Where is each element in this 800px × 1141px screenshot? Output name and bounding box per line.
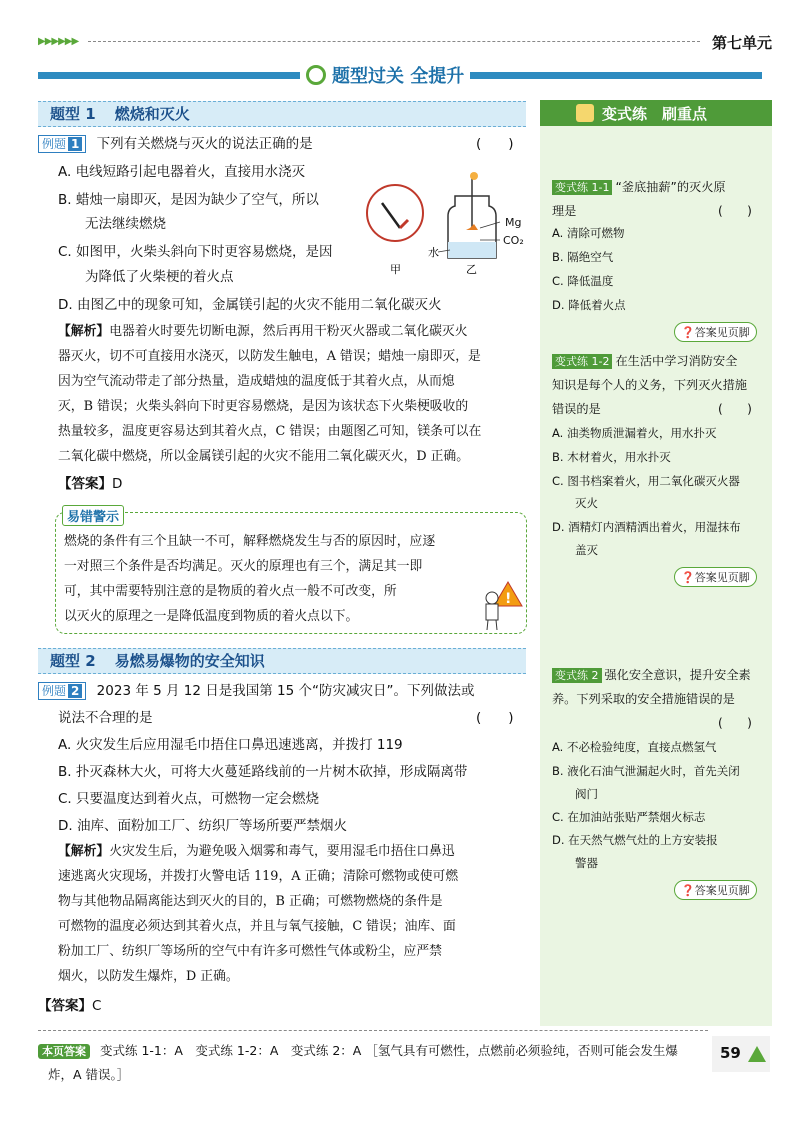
page-number-box (712, 1036, 770, 1072)
warning-text: 燃烧的条件有三个且缺一不可，解释燃烧发生与否的原因时，应逐 (64, 534, 436, 549)
flask-icon (748, 1046, 766, 1062)
option: 盖灭 (552, 543, 598, 557)
option: B. 蜡烛一扇即灭，是因为缺少了空气，所以 (58, 192, 319, 208)
option: C. 图书档案着火，用二氧化碳灭火器 (552, 474, 740, 488)
option: 警器 (552, 856, 598, 870)
option: 灭火 (552, 496, 598, 510)
option: B. 扑灭森林大火，可将大火蔓延路线前的一片树木砍掉，形成隔离带 (58, 764, 468, 780)
answer-paren: ( ) (718, 402, 752, 416)
section-label: 题型 1 (50, 105, 96, 123)
answer-paren: ( ) (718, 716, 752, 730)
option: 无法继续燃烧 (58, 216, 166, 232)
circle-jia (367, 185, 423, 241)
footer-answers: 炸，A 错误。］ (48, 1067, 130, 1082)
warning-text: 可，其中需要特别注意的是物质的着火点一般不可改变，所 (64, 584, 397, 599)
option: D. 酒精灯内酒精洒出着火，用湿抹布 (552, 520, 741, 534)
unit-title: 第七单元 (712, 34, 773, 52)
right-panel-header (540, 100, 772, 126)
variant-stem: 理是 (552, 204, 577, 218)
analysis-text: 速逃离火灾现场，并拨打火警电话 119，A 正确；清除可燃物或使可燃 (58, 869, 459, 884)
section-header (38, 648, 526, 674)
option: C. 如图甲，火柴头斜向下时更容易燃烧，是因 (58, 244, 333, 260)
answer-label: 【答案】 (38, 998, 92, 1014)
variant-stem: 养。下列采取的安全措施错误的是 (552, 692, 735, 706)
label-co2: CO₂ (503, 234, 524, 247)
option: A. 油类物质泄漏着火，用水扑灭 (552, 426, 717, 440)
answer-value: D (112, 476, 123, 492)
warning-text: 以灭火的原理之一是降低温度到物质的着火点以下。 (64, 609, 359, 624)
answer-footer-button[interactable]: ❓答案见页脚 (674, 567, 757, 587)
header-arrows: ▶▶▶▶▶▶ (38, 36, 79, 47)
variant-tag: 变式练 2 (552, 668, 602, 683)
match-stick (382, 203, 400, 228)
answer-value: C (92, 998, 102, 1014)
variant-stem: 强化安全意识，提升安全素 (604, 668, 751, 682)
option: D. 油库、面粉加工厂、纺织厂等场所要严禁烟火 (58, 818, 347, 834)
option: D. 降低着火点 (552, 298, 626, 312)
question-stem: 下列有关燃烧与灭火的说法正确的是 (96, 136, 313, 152)
option: B. 隔绝空气 (552, 250, 614, 264)
section-title: 易燃易爆物的安全知识 (114, 652, 265, 670)
hint-icon: ❓ (681, 571, 695, 584)
option: A. 火灾发生后应用湿毛巾捂住口鼻迅速逃离，并拨打 119 (58, 737, 403, 753)
section-label: 题型 2 (50, 652, 96, 670)
warning-text: 一对照三个条件是否均满足。灭火的原理也有三个，满足其一即 (64, 559, 423, 574)
example-tag: 例题 1 (38, 135, 86, 153)
answer-paren: ( ) (718, 204, 752, 218)
svg-text:!: ! (505, 591, 512, 607)
option: C. 只要温度达到着火点，可燃物一定会燃烧 (58, 791, 320, 807)
option: 为降低了火柴梗的着火点 (58, 269, 234, 285)
variant-stem: 错误的是 (552, 402, 601, 416)
hint-icon: ❓ (681, 326, 695, 339)
variant-stem: 在生活中学习消防安全 (615, 354, 738, 368)
answer-paren: ( ) (476, 136, 514, 152)
analysis-text: 烟火，以防发生爆炸，D 正确。 (58, 969, 239, 984)
answer-label: 【答案】 (58, 476, 112, 492)
section-title: 燃烧和灭火 (114, 105, 190, 123)
analysis-label: 【解析】 (58, 324, 110, 339)
option: D. 由图乙中的现象可知，金属镁引起的火灾不能用二氧化碳灭火 (58, 297, 442, 313)
analysis-text: 电器着火时要先切断电源，然后再用干粉灭火器或二氧化碳灭火 (109, 324, 468, 339)
analysis-text: 火灾发生后，为避免吸入烟雾和毒气，要用湿毛巾捂住口鼻迅 (109, 844, 455, 859)
label-yi: 乙 (466, 263, 477, 276)
analysis-text: 热量较多，温度更容易达到其着火点，C 错误；由题图乙可知，镁条可以在 (58, 424, 482, 439)
option: A. 不必检验纯度，直接点燃氢气 (552, 740, 717, 754)
option: 阀门 (552, 787, 598, 801)
book-icon (576, 104, 594, 122)
header-divider (88, 41, 700, 42)
label-jia: 甲 (390, 263, 401, 276)
answer-footer-button[interactable]: ❓答案见页脚 (674, 322, 757, 342)
option: B. 木材着火，用水扑灭 (552, 450, 671, 464)
water-layer (448, 242, 496, 258)
match-head (400, 220, 408, 228)
option: A. 清除可燃物 (552, 226, 625, 240)
warning-figure-icon (478, 580, 524, 632)
variant-stem: “釜底抽薪”的灭火原 (615, 180, 726, 194)
variant-tag: 变式练 1-2 (552, 354, 612, 369)
analysis-text: 物与其他物品隔离能达到灭火的目的，B 正确；可燃物燃烧的条件是 (58, 894, 443, 909)
option: C. 在加油站张贴严禁烟火标志 (552, 810, 706, 824)
footer-answer-tag: 本页答案 (38, 1044, 90, 1059)
answer-footer-button[interactable]: ❓答案见页脚 (674, 880, 757, 900)
spark (470, 172, 478, 180)
variant-stem: 知识是每个人的义务，下列灭火措施 (552, 378, 747, 392)
swirl-icon (306, 65, 326, 85)
label-mg: Mg (505, 216, 522, 229)
analysis-text: 二氧化碳中燃烧，所以金属镁引起的火灾不能用二氧化碳灭火，D 正确。 (58, 449, 470, 464)
hint-icon: ❓ (681, 884, 695, 897)
option: A. 电线短路引起电器着火，直接用水浇灭 (58, 164, 306, 180)
option: D. 在天然气燃气灶的上方安装报 (552, 833, 718, 847)
question-stem: 2023 年 5 月 12 日是我国第 15 个“防灾减灾日”。下列做法或 (96, 683, 475, 699)
analysis-text: 器灭火，切不可直接用水浇灭，以防发生触电，A 错误；蜡烛一扇即灭，是 (58, 349, 481, 364)
option: C. 降低温度 (552, 274, 614, 288)
footer-divider (38, 1030, 708, 1031)
analysis-text: 粉加工厂、纺织厂等场所的空气中有许多可燃性气体或粉尘，应严禁 (58, 944, 442, 959)
analysis-text: 因为空气流动带走了部分热量，造成蜡烛的温度低于其着火点，从而熄 (58, 374, 455, 389)
warning-label: 易错警示 (62, 505, 124, 526)
experiment-figure (360, 168, 510, 280)
right-panel-title: 变式练 刷重点 (602, 104, 708, 123)
option: B. 液化石油气泄漏起火时，首先关闭 (552, 764, 740, 778)
page-number: 59 (720, 1044, 741, 1062)
answer-paren: ( ) (476, 710, 514, 726)
analysis-text: 灭，B 错误；火柴头斜向下时更容易燃烧，是因为该状态下火柴梗吸收的 (58, 399, 469, 414)
example-tag: 例题 2 (38, 682, 86, 700)
label-water: 水 (428, 246, 439, 259)
banner (300, 62, 470, 88)
section-header (38, 101, 526, 127)
analysis-text: 可燃物的温度必须达到其着火点，并且与氧气接触，C 错误；油库、面 (58, 919, 456, 934)
footer-answers: 变式练 1-1：A 变式练 1-2：A 变式练 2：A ［氢气具有可燃性，点燃前必须验纯，否则可能会发生爆 (99, 1043, 678, 1058)
question-stem: 说法不合理的是 (58, 710, 153, 726)
analysis-label: 【解析】 (58, 844, 110, 859)
variant-tag: 变式练 1-1 (552, 180, 612, 195)
banner-title: 题型过关 全提升 (332, 62, 464, 88)
